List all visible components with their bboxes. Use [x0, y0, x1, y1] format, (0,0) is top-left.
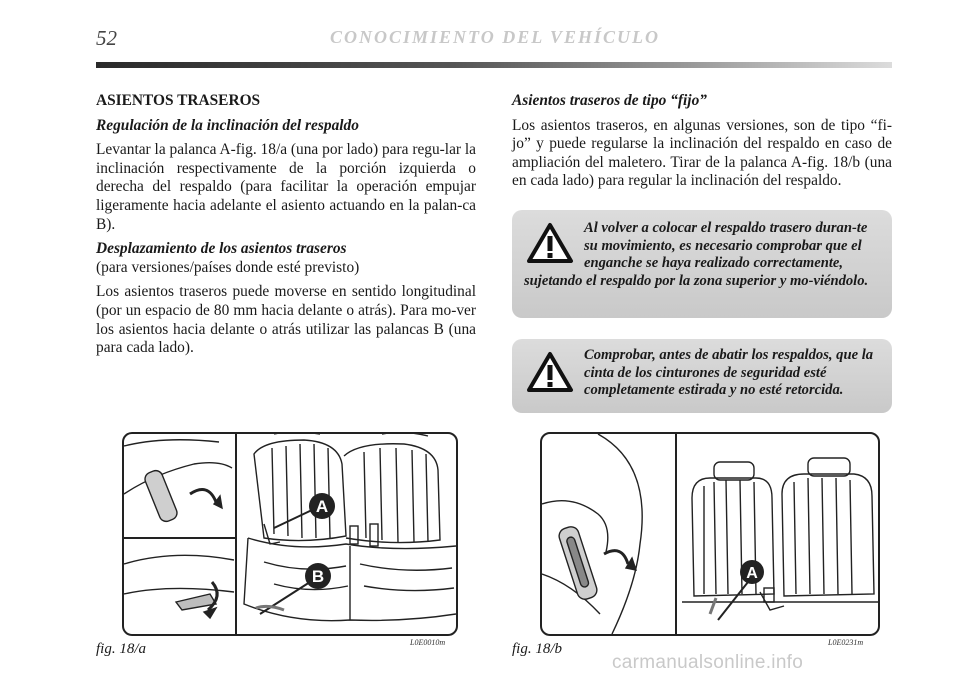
figure-caption-18a: fig. 18/a [96, 641, 147, 657]
figure-18b [540, 432, 880, 636]
figure-18a-illustration [124, 434, 456, 634]
subheading-seat-slide: Desplazamiento de los asientos traseros [96, 240, 347, 258]
label-b [305, 563, 331, 589]
paragraph-seat-slide: Los asientos traseros puede moverse en sentido longitudinal (por un espacio de 80 mm hacia delante o atrás). Para mo-ver los asientos hacia delante o atrás utilizar las palancas B (una para cada lado). [96, 283, 476, 357]
warning-triangle-icon [526, 351, 574, 393]
left-column [96, 92, 476, 364]
paragraph-backrest-tilt: Levantar la palanca A-fig. 18/a (una por lado) para regu-lar la inclinación respectivamente de la porción izquierda o derecha del respaldo (para facilitar la operación empujar ligeramente hacia adelante el asiento actuando en la palan-ca B). [96, 141, 476, 233]
figure-code-18b: L0E0231m [828, 638, 864, 647]
warning-triangle-icon [526, 222, 574, 264]
warning-box-backrest [512, 210, 892, 318]
page-number: 52 [96, 26, 117, 50]
figure-18a [122, 432, 458, 636]
svg-text:B: B [311, 567, 325, 586]
header-rule [96, 62, 892, 68]
svg-text:A: A [315, 497, 329, 516]
label-a [309, 493, 335, 519]
figure-caption-18b: fig. 18/b [512, 641, 563, 657]
warning-box-belts [512, 339, 892, 413]
watermark: carmanualsonline.info [612, 652, 804, 673]
label-a [740, 560, 764, 584]
note-versions: (para versiones/países donde esté previsto) [96, 258, 360, 276]
subheading-fixed-seats: Asientos traseros de tipo “fijo” [512, 92, 707, 109]
running-head: CONOCIMIENTO DEL VEHÍCULO [330, 27, 661, 47]
warning-text: Al volver a colocar el respaldo trasero duran-te su movimiento, es necesario comprobar que el enganche se haya realizado correctamente, sujetando el respaldo por la zona superior y mo-viéndolo. [524, 220, 869, 289]
figure-code-18a: L0E0010m [410, 638, 446, 647]
svg-text:A: A [746, 565, 758, 582]
right-column [512, 92, 892, 197]
figure-18b-illustration [542, 434, 878, 634]
section-title: ASIENTOS TRASEROS [96, 92, 261, 109]
warning-text: Comprobar, antes de abatir los respaldos, que la cinta de los cinturones de seguridad esté completamente estirada y no esté retorcida. [584, 347, 874, 399]
paragraph-fixed-seats: Los asientos traseros, en algunas versiones, son de tipo “fi-jo” y puede regularse la inclinación del respaldo en caso de ampliación del maletero. Tirar de la palanca A-fig. 18/b (una en cada lado) para regular la inclinación del respaldo. [512, 116, 892, 190]
subheading-backrest-tilt: Regulación de la inclinación del respaldo [96, 116, 359, 134]
